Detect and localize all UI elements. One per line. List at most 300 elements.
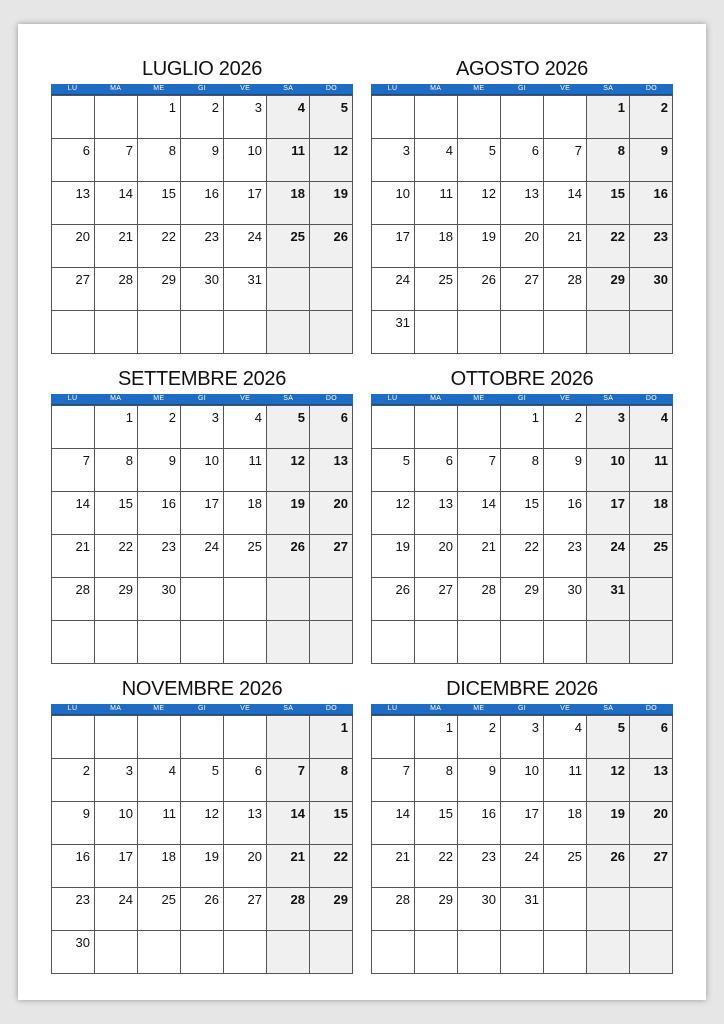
day-cell[interactable] [267,311,310,354]
day-cell[interactable] [310,716,353,759]
day-cell[interactable] [544,931,587,974]
day-cell[interactable] [52,139,95,182]
day-cell[interactable] [415,535,458,578]
day-number: 25 [290,229,305,244]
day-cell[interactable] [95,845,138,888]
day-cell[interactable] [501,845,544,888]
day-cell[interactable] [138,268,181,311]
day-number: 15 [610,186,625,201]
day-cell[interactable] [95,759,138,802]
day-cell[interactable] [372,845,415,888]
day-cell[interactable] [95,716,138,759]
day-cell[interactable] [181,492,224,535]
day-cell[interactable] [181,535,224,578]
day-cell[interactable] [544,535,587,578]
day-cell[interactable] [267,406,310,449]
day-cell[interactable] [138,802,181,845]
day-number: 12 [290,453,305,468]
day-cell[interactable] [415,759,458,802]
day-cell[interactable] [95,406,138,449]
day-cell[interactable] [501,621,544,664]
day-cell[interactable] [630,182,673,225]
day-cell[interactable] [310,139,353,182]
day-number: 13 [524,186,539,201]
day-cell[interactable] [630,406,673,449]
day-cell[interactable] [310,759,353,802]
day-cell[interactable] [372,268,415,311]
day-cell[interactable] [415,888,458,931]
day-cell[interactable] [372,182,415,225]
day-cell[interactable] [415,492,458,535]
day-number: 3 [531,720,539,735]
day-cell[interactable] [587,449,630,492]
day-cell[interactable] [372,225,415,268]
day-cell[interactable] [95,578,138,621]
day-number: 7 [402,763,410,778]
day-cell[interactable] [310,492,353,535]
day-cell[interactable] [544,845,587,888]
day-cell[interactable] [52,759,95,802]
day-cell[interactable] [52,888,95,931]
day-cell[interactable] [224,888,267,931]
day-cell[interactable] [181,268,224,311]
day-cell[interactable] [501,492,544,535]
day-cell[interactable] [372,449,415,492]
day-cell[interactable] [181,578,224,621]
day-cell[interactable] [372,406,415,449]
day-cell[interactable] [181,802,224,845]
day-cell[interactable] [501,578,544,621]
day-cell[interactable] [372,716,415,759]
day-cell[interactable] [630,268,673,311]
day-cell[interactable] [501,225,544,268]
day-cell[interactable] [587,139,630,182]
day-cell[interactable] [458,888,501,931]
day-number: 13 [438,496,453,511]
day-cell[interactable] [544,802,587,845]
day-cell[interactable] [52,225,95,268]
day-cell[interactable] [501,139,544,182]
day-cell[interactable] [544,96,587,139]
day-number: 4 [297,100,305,115]
day-cell[interactable] [415,621,458,664]
day-cell[interactable] [52,311,95,354]
day-cell[interactable] [52,535,95,578]
day-cell[interactable] [138,535,181,578]
day-cell[interactable] [630,139,673,182]
day-cell[interactable] [544,578,587,621]
weekday-label: LU [387,705,398,712]
day-cell[interactable] [587,759,630,802]
day-cell[interactable] [52,182,95,225]
day-cell[interactable] [458,492,501,535]
day-cell[interactable] [95,492,138,535]
day-cell[interactable] [544,888,587,931]
day-cell[interactable] [310,888,353,931]
day-cell[interactable] [224,578,267,621]
day-cell[interactable] [267,225,310,268]
day-cell[interactable] [501,802,544,845]
day-cell[interactable] [52,578,95,621]
weekday-label: MA [110,85,122,92]
day-cell[interactable] [458,759,501,802]
days-grid [51,405,353,664]
day-cell[interactable] [630,535,673,578]
weekday-label: ME [473,395,485,402]
day-cell[interactable] [181,406,224,449]
day-cell[interactable] [587,535,630,578]
day-cell[interactable] [415,139,458,182]
day-cell[interactable] [224,492,267,535]
day-cell[interactable] [224,716,267,759]
day-cell[interactable] [415,802,458,845]
day-cell[interactable] [544,182,587,225]
day-cell[interactable] [630,96,673,139]
day-cell[interactable] [267,139,310,182]
day-cell[interactable] [630,449,673,492]
day-cell[interactable] [458,716,501,759]
day-cell[interactable] [310,578,353,621]
day-cell[interactable] [458,139,501,182]
day-cell[interactable] [267,492,310,535]
day-cell[interactable] [630,492,673,535]
day-number: 11 [568,763,582,778]
day-cell[interactable] [501,449,544,492]
day-number: 7 [82,453,90,468]
day-cell[interactable] [52,492,95,535]
day-cell[interactable] [52,621,95,664]
day-cell[interactable] [267,268,310,311]
day-cell[interactable] [458,406,501,449]
day-cell[interactable] [372,492,415,535]
day-cell[interactable] [138,845,181,888]
day-cell[interactable] [181,845,224,888]
day-cell[interactable] [52,845,95,888]
day-cell[interactable] [181,759,224,802]
day-cell[interactable] [587,182,630,225]
day-cell[interactable] [630,578,673,621]
day-cell[interactable] [181,888,224,931]
day-cell[interactable] [458,931,501,974]
day-cell[interactable] [95,449,138,492]
day-cell[interactable] [138,449,181,492]
day-number: 23 [161,539,176,554]
day-cell[interactable] [544,225,587,268]
day-cell[interactable] [181,225,224,268]
day-cell[interactable] [544,139,587,182]
day-cell[interactable] [458,535,501,578]
day-number: 23 [653,229,668,244]
day-cell[interactable] [587,96,630,139]
day-cell[interactable] [310,268,353,311]
day-cell[interactable] [267,449,310,492]
day-cell[interactable] [587,621,630,664]
day-cell[interactable] [181,96,224,139]
day-cell[interactable] [181,139,224,182]
day-cell[interactable] [458,449,501,492]
day-cell[interactable] [310,845,353,888]
day-number: 10 [610,453,625,468]
day-cell[interactable] [544,406,587,449]
day-cell[interactable] [224,535,267,578]
day-cell[interactable] [138,406,181,449]
day-cell[interactable] [138,182,181,225]
day-cell[interactable] [630,716,673,759]
day-number: 3 [402,143,410,158]
day-cell[interactable] [372,578,415,621]
day-cell[interactable] [138,578,181,621]
day-cell[interactable] [415,311,458,354]
day-cell[interactable] [95,311,138,354]
day-cell[interactable] [458,845,501,888]
day-cell[interactable] [372,311,415,354]
day-cell[interactable] [52,268,95,311]
day-cell[interactable] [267,96,310,139]
weekday-header [51,84,353,95]
weekday-header [51,704,353,715]
day-cell[interactable] [372,139,415,182]
day-number: 20 [333,496,348,511]
day-cell[interactable] [587,492,630,535]
day-cell[interactable] [587,888,630,931]
day-number: 4 [660,410,668,425]
day-number: 22 [438,849,453,864]
day-number: 19 [204,849,219,864]
day-cell[interactable] [544,449,587,492]
day-cell[interactable] [458,578,501,621]
day-cell[interactable] [224,268,267,311]
day-cell[interactable] [224,311,267,354]
day-cell[interactable] [372,802,415,845]
day-cell[interactable] [544,311,587,354]
day-number: 29 [118,582,133,597]
day-cell[interactable] [415,449,458,492]
day-cell[interactable] [372,535,415,578]
day-cell[interactable] [267,182,310,225]
day-cell[interactable] [630,621,673,664]
day-cell[interactable] [224,802,267,845]
day-cell[interactable] [587,311,630,354]
day-cell[interactable] [138,759,181,802]
day-cell[interactable] [415,716,458,759]
day-number: 26 [333,229,348,244]
day-number: 31 [247,272,262,287]
day-cell[interactable] [138,311,181,354]
day-number: 7 [574,143,582,158]
day-cell[interactable] [630,225,673,268]
day-cell[interactable] [95,621,138,664]
day-cell[interactable] [630,311,673,354]
day-cell[interactable] [224,182,267,225]
day-cell[interactable] [267,802,310,845]
day-number: 29 [610,272,625,287]
day-cell[interactable] [181,311,224,354]
weekday-label: MA [430,705,442,712]
day-cell[interactable] [630,802,673,845]
day-cell[interactable] [415,182,458,225]
day-cell[interactable] [267,931,310,974]
day-cell[interactable] [310,311,353,354]
day-cell[interactable] [267,578,310,621]
day-cell[interactable] [587,845,630,888]
day-cell[interactable] [52,716,95,759]
day-cell[interactable] [95,535,138,578]
day-cell[interactable] [544,716,587,759]
day-cell[interactable] [501,182,544,225]
day-cell[interactable] [372,888,415,931]
day-cell[interactable] [458,621,501,664]
day-number: 19 [610,806,625,821]
day-cell[interactable] [138,225,181,268]
day-cell[interactable] [630,759,673,802]
day-cell[interactable] [310,225,353,268]
day-cell[interactable] [138,492,181,535]
day-cell[interactable] [630,931,673,974]
day-cell[interactable] [501,406,544,449]
day-cell[interactable] [138,621,181,664]
day-cell[interactable] [95,182,138,225]
day-cell[interactable] [310,931,353,974]
day-cell[interactable] [501,888,544,931]
day-number: 5 [297,410,305,425]
day-number: 12 [333,143,348,158]
day-number: 28 [75,582,90,597]
day-cell[interactable] [458,268,501,311]
day-cell[interactable] [501,759,544,802]
day-cell[interactable] [95,888,138,931]
day-number: 15 [118,496,133,511]
day-cell[interactable] [95,225,138,268]
day-cell[interactable] [587,225,630,268]
day-cell[interactable] [372,759,415,802]
day-cell[interactable] [501,931,544,974]
day-cell[interactable] [310,535,353,578]
day-cell[interactable] [95,139,138,182]
day-cell[interactable] [138,716,181,759]
month-calendar [51,56,353,354]
day-cell[interactable] [224,845,267,888]
day-cell[interactable] [138,139,181,182]
day-cell[interactable] [501,311,544,354]
day-cell[interactable] [415,268,458,311]
day-cell[interactable] [372,931,415,974]
day-cell[interactable] [310,802,353,845]
day-cell[interactable] [310,449,353,492]
day-cell[interactable] [95,802,138,845]
day-cell[interactable] [587,406,630,449]
day-cell[interactable] [458,96,501,139]
day-cell[interactable] [95,268,138,311]
day-cell[interactable] [501,96,544,139]
day-cell[interactable] [224,225,267,268]
day-cell[interactable] [267,716,310,759]
day-number: 3 [125,763,133,778]
day-cell[interactable] [372,96,415,139]
day-cell[interactable] [587,716,630,759]
day-cell[interactable] [267,888,310,931]
day-cell[interactable] [267,621,310,664]
day-number: 25 [438,272,453,287]
day-cell[interactable] [267,759,310,802]
day-cell[interactable] [544,268,587,311]
day-cell[interactable] [458,802,501,845]
day-cell[interactable] [181,182,224,225]
day-number: 27 [247,892,262,907]
day-cell[interactable] [138,96,181,139]
day-cell[interactable] [52,449,95,492]
day-cell[interactable] [95,931,138,974]
day-cell[interactable] [52,406,95,449]
days-grid [51,95,353,354]
day-cell[interactable] [458,311,501,354]
day-cell[interactable] [181,716,224,759]
day-cell[interactable] [415,225,458,268]
day-number: 28 [395,892,410,907]
day-cell[interactable] [458,225,501,268]
day-cell[interactable] [501,268,544,311]
day-cell[interactable] [52,802,95,845]
day-cell[interactable] [544,759,587,802]
day-cell[interactable] [52,96,95,139]
day-cell[interactable] [310,621,353,664]
day-number: 9 [488,763,496,778]
day-cell[interactable] [95,96,138,139]
day-cell[interactable] [224,449,267,492]
day-cell[interactable] [458,182,501,225]
day-cell[interactable] [501,535,544,578]
day-cell[interactable] [544,621,587,664]
day-cell[interactable] [52,931,95,974]
weekday-label: DO [325,705,337,712]
day-cell[interactable] [224,139,267,182]
day-cell[interactable] [267,535,310,578]
day-cell[interactable] [138,888,181,931]
day-number: 18 [438,229,453,244]
day-cell[interactable] [181,449,224,492]
day-cell[interactable] [372,621,415,664]
day-cell[interactable] [267,845,310,888]
day-cell[interactable] [415,96,458,139]
day-cell[interactable] [181,621,224,664]
day-cell[interactable] [587,931,630,974]
day-cell[interactable] [587,268,630,311]
day-cell[interactable] [587,802,630,845]
day-cell[interactable] [501,716,544,759]
day-cell[interactable] [138,931,181,974]
day-cell[interactable] [224,96,267,139]
day-cell[interactable] [544,492,587,535]
day-number: 24 [204,539,219,554]
day-cell[interactable] [224,621,267,664]
day-cell[interactable] [224,406,267,449]
day-cell[interactable] [630,888,673,931]
day-number: 3 [617,410,625,425]
day-cell[interactable] [310,96,353,139]
day-cell[interactable] [415,845,458,888]
day-cell[interactable] [415,406,458,449]
day-cell[interactable] [310,182,353,225]
day-cell[interactable] [630,845,673,888]
day-cell[interactable] [181,931,224,974]
day-number: 26 [481,272,496,287]
day-cell[interactable] [415,578,458,621]
day-cell[interactable] [224,931,267,974]
day-cell[interactable] [415,931,458,974]
weekday-label: GI [517,395,526,402]
day-cell[interactable] [587,578,630,621]
day-cell[interactable] [310,406,353,449]
day-cell[interactable] [224,759,267,802]
